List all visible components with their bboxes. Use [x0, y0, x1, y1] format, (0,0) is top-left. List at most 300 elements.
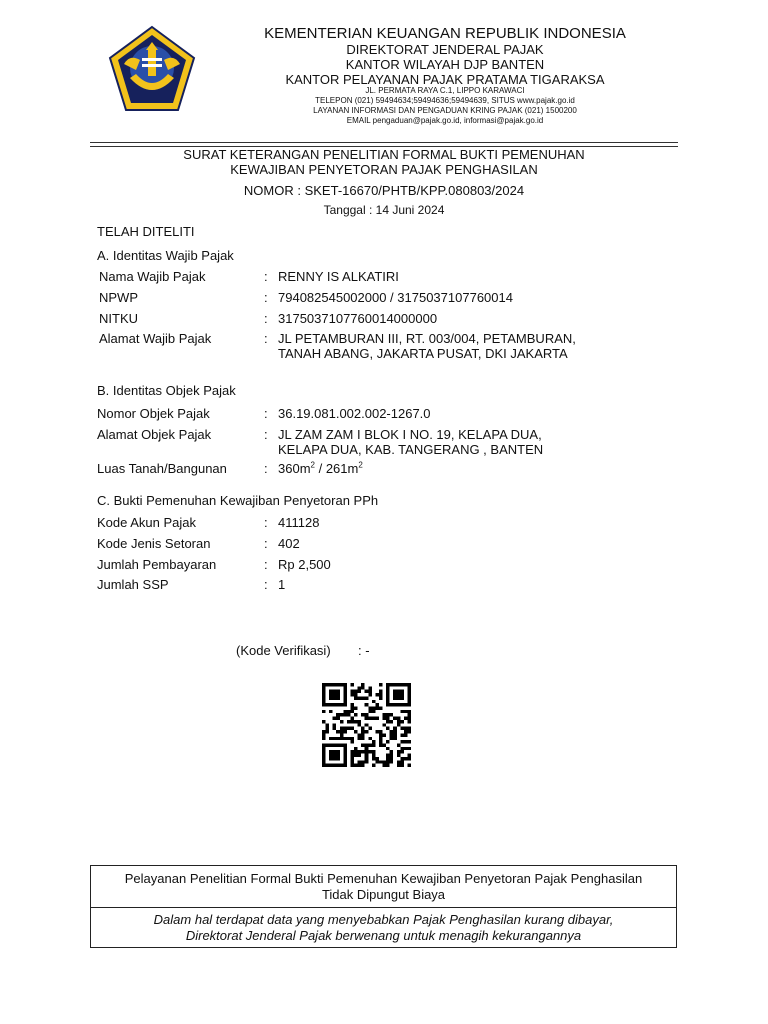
- qr-module: [407, 686, 411, 689]
- qr-module: [404, 730, 408, 733]
- qr-module: [372, 757, 376, 760]
- qr-module: [379, 683, 383, 686]
- qr-module: [329, 754, 333, 757]
- qr-module: [386, 740, 390, 743]
- qr-module: [393, 737, 397, 740]
- qr-module: [361, 760, 365, 763]
- ssp-count-label: Jumlah SSP: [97, 577, 169, 592]
- qr-module: [347, 710, 351, 713]
- qr-module: [350, 683, 354, 686]
- qr-module: [322, 693, 326, 696]
- qr-module: [404, 683, 408, 686]
- qr-module: [333, 754, 337, 757]
- qr-module: [336, 750, 340, 753]
- qr-module: [404, 703, 408, 706]
- qr-module: [354, 720, 358, 723]
- qr-module: [365, 723, 369, 726]
- qr-module: [368, 737, 372, 740]
- qr-module: [333, 696, 337, 699]
- qr-module: [358, 696, 362, 699]
- nitku-label: NITKU: [99, 311, 138, 326]
- letterhead-directorate: DIREKTORAT JENDERAL PAJAK: [346, 42, 544, 57]
- qr-module: [361, 713, 365, 716]
- qr-module: [329, 696, 333, 699]
- qr-module: [347, 720, 351, 723]
- document-title-line2: KEWAJIBAN PENYETORAN PAJAK PENGHASILAN: [230, 162, 538, 177]
- colon: :: [264, 557, 268, 572]
- qr-module: [358, 686, 362, 689]
- qr-module: [386, 700, 390, 703]
- qr-module: [386, 760, 390, 763]
- qr-module: [400, 710, 404, 713]
- qr-module: [404, 757, 408, 760]
- qr-module: [379, 730, 383, 733]
- qr-module: [340, 713, 344, 716]
- qr-module: [397, 743, 401, 746]
- qr-module: [333, 727, 337, 730]
- qr-module: [322, 720, 326, 723]
- qr-module: [368, 686, 372, 689]
- qr-module: [404, 710, 408, 713]
- colon: :: [264, 406, 268, 421]
- qr-module: [361, 730, 365, 733]
- qr-module: [386, 690, 390, 693]
- qr-module: [358, 720, 362, 723]
- qr-module: [383, 713, 387, 716]
- npwp-label: NPWP: [99, 290, 138, 305]
- qr-module: [400, 760, 404, 763]
- qr-module: [336, 683, 340, 686]
- qr-module: [350, 764, 354, 767]
- qr-module: [379, 740, 383, 743]
- qr-module: [400, 683, 404, 686]
- qr-module: [390, 754, 394, 757]
- qr-module: [343, 760, 347, 763]
- qr-module: [343, 730, 347, 733]
- building-area-exponent: 2: [358, 460, 363, 470]
- taxpayer-address-line2: TANAH ABANG, JAKARTA PUSAT, DKI JAKARTA: [278, 346, 568, 361]
- qr-module: [404, 747, 408, 750]
- qr-module: [329, 693, 333, 696]
- qr-module: [375, 717, 379, 720]
- object-number-label: Nomor Objek Pajak: [97, 406, 210, 421]
- ministry-of-finance-logo: [106, 24, 198, 116]
- qr-module: [326, 730, 330, 733]
- qr-module: [386, 693, 390, 696]
- qr-module: [372, 750, 376, 753]
- qr-module: [368, 707, 372, 710]
- qr-module: [361, 737, 365, 740]
- qr-module: [390, 683, 394, 686]
- qr-module: [393, 690, 397, 693]
- footer-fee-line1: Pelayanan Penelitian Formal Bukti Pemenuhan Kewajiban Penyetoran Pajak Penghasilan: [124, 871, 643, 886]
- qr-module: [375, 693, 379, 696]
- colon: :: [264, 290, 268, 305]
- qr-module: [393, 727, 397, 730]
- qr-module: [365, 747, 369, 750]
- qr-module: [361, 727, 365, 730]
- colon: :: [264, 577, 268, 592]
- qr-module: [400, 750, 404, 753]
- footer-note-line1: Dalam hal terdapat data yang menyebabkan Pajak Penghasilan kurang dibayar,: [153, 912, 614, 927]
- qr-module: [393, 696, 397, 699]
- qr-module: [372, 740, 376, 743]
- qr-module: [361, 733, 365, 736]
- qr-module: [322, 730, 326, 733]
- qr-module: [326, 743, 330, 746]
- qr-module: [379, 707, 383, 710]
- qr-module: [343, 700, 347, 703]
- qr-module: [386, 720, 390, 723]
- qr-module: [329, 690, 333, 693]
- qr-module: [386, 727, 390, 730]
- qr-module: [397, 750, 401, 753]
- qr-module: [340, 733, 344, 736]
- colon: :: [264, 515, 268, 530]
- tax-account-code-value: 411128: [278, 515, 320, 530]
- ssp-count-value: 1: [278, 577, 286, 592]
- qr-module: [368, 690, 372, 693]
- verification-label: (Kode Verifikasi): [236, 643, 331, 658]
- qr-module: [322, 686, 326, 689]
- footer-collection-notice: [91, 908, 676, 948]
- section-a-heading: A. Identitas Wajib Pajak: [97, 248, 234, 263]
- qr-module: [407, 703, 411, 706]
- qr-module: [329, 737, 333, 740]
- qr-module: [354, 750, 358, 753]
- qr-module: [326, 764, 330, 767]
- area-separator: /: [314, 461, 326, 476]
- qr-module: [354, 696, 358, 699]
- qr-module: [365, 760, 369, 763]
- qr-module: [361, 764, 365, 767]
- qr-module: [336, 703, 340, 706]
- qr-module: [326, 723, 330, 726]
- qr-module: [390, 720, 394, 723]
- qr-module: [333, 703, 337, 706]
- qr-module: [365, 717, 369, 720]
- qr-module: [333, 723, 337, 726]
- qr-module: [350, 690, 354, 693]
- qr-module: [386, 696, 390, 699]
- qr-module: [397, 720, 401, 723]
- qr-module: [333, 717, 337, 720]
- qr-module: [322, 683, 326, 686]
- qr-module: [336, 743, 340, 746]
- building-area: 261m: [325, 461, 359, 476]
- qr-module: [343, 754, 347, 757]
- qr-module: [397, 696, 401, 699]
- qr-module: [361, 743, 365, 746]
- qr-module: [358, 754, 362, 757]
- qr-module: [390, 713, 394, 716]
- taxpayer-address-line1: JL PETAMBURAN III, RT. 003/004, PETAMBURAN,: [278, 331, 576, 346]
- qr-module: [322, 703, 326, 706]
- qr-module: [390, 757, 394, 760]
- qr-module: [390, 730, 394, 733]
- qr-module: [333, 750, 337, 753]
- status-label: TELAH DITELITI: [97, 224, 195, 239]
- qr-module: [343, 703, 347, 706]
- qr-module: [372, 710, 376, 713]
- npwp-value: 794082545002000 / 3175037107760014: [278, 290, 513, 305]
- qr-module: [386, 764, 390, 767]
- qr-module: [326, 727, 330, 730]
- qr-module: [368, 710, 372, 713]
- footer-notice-box: [90, 865, 677, 948]
- qr-module: [333, 737, 337, 740]
- deposit-type-code-value: 402: [278, 536, 300, 551]
- qr-module: [386, 686, 390, 689]
- letterhead-phone: TELEPON (021) 59494634;59494636;59494639, SITUS www.pajak.go.id: [315, 96, 575, 105]
- qr-module: [354, 693, 358, 696]
- qr-module: [386, 747, 390, 750]
- qr-module: [333, 693, 337, 696]
- qr-module: [343, 686, 347, 689]
- object-address-line2: KELAPA DUA, KAB. TANGERANG , BANTEN: [278, 442, 544, 457]
- qr-module: [329, 683, 333, 686]
- qr-module: [372, 743, 376, 746]
- qr-module: [354, 764, 358, 767]
- qr-module: [365, 730, 369, 733]
- land-area-exponent: 2: [310, 460, 315, 470]
- qr-module: [404, 733, 408, 736]
- qr-module: [350, 703, 354, 706]
- qr-module: [336, 713, 340, 716]
- qr-module: [407, 717, 411, 720]
- qr-module: [343, 683, 347, 686]
- qr-module: [390, 703, 394, 706]
- qr-module: [368, 750, 372, 753]
- colon: :: [264, 461, 268, 476]
- qr-module: [340, 683, 344, 686]
- qr-module: [397, 764, 401, 767]
- qr-module: [329, 743, 333, 746]
- qr-module: [361, 696, 365, 699]
- qr-module: [386, 713, 390, 716]
- qr-module: [379, 737, 383, 740]
- footer-note-line2: Direktorat Jenderal Pajak berwenang untuk menagih kekurangannya: [185, 928, 582, 943]
- qr-module: [400, 747, 404, 750]
- qr-module: [407, 720, 411, 723]
- qr-module: [397, 703, 401, 706]
- qr-module: [322, 760, 326, 763]
- qr-module: [372, 707, 376, 710]
- colon: :: [264, 427, 268, 442]
- qr-module: [365, 690, 369, 693]
- letterhead-email: EMAIL pengaduan@pajak.go.id, informasi@pajak.go.id: [346, 116, 544, 125]
- qr-module: [336, 717, 340, 720]
- qr-module: [329, 703, 333, 706]
- qr-module: [350, 760, 354, 763]
- qr-module: [383, 717, 387, 720]
- taxpayer-name-value: RENNY IS ALKATIRI: [278, 269, 399, 284]
- qr-module: [361, 686, 365, 689]
- qr-module: [379, 743, 383, 746]
- qr-module: [322, 764, 326, 767]
- qr-module: [340, 720, 344, 723]
- qr-module: [383, 743, 387, 746]
- qr-module: [365, 713, 369, 716]
- verification-value: : -: [358, 643, 370, 658]
- letterhead-address: JL. PERMATA RAYA C.1, LIPPO KARAWACI: [365, 86, 525, 95]
- qr-module: [336, 690, 340, 693]
- qr-module: [397, 690, 401, 693]
- qr-module: [358, 760, 362, 763]
- qr-module: [354, 747, 358, 750]
- qr-module: [379, 760, 383, 763]
- qr-module: [404, 740, 408, 743]
- qr-module: [368, 693, 372, 696]
- qr-module: [397, 717, 401, 720]
- qr-module: [343, 690, 347, 693]
- qr-module: [361, 683, 365, 686]
- qr-module: [350, 717, 354, 720]
- qr-module: [343, 757, 347, 760]
- qr-module: [336, 757, 340, 760]
- qr-module: [390, 760, 394, 763]
- qr-module: [343, 696, 347, 699]
- qr-module: [365, 696, 369, 699]
- object-address-label: Alamat Objek Pajak: [97, 427, 212, 442]
- qr-module: [407, 713, 411, 716]
- qr-module: [333, 764, 337, 767]
- qr-module: [350, 727, 354, 730]
- qr-module: [407, 693, 411, 696]
- qr-module: [372, 764, 376, 767]
- section-c-heading: C. Bukti Pemenuhan Kewajiban Penyetoran PPh: [97, 493, 379, 508]
- qr-module: [343, 693, 347, 696]
- qr-module: [350, 693, 354, 696]
- qr-module: [343, 713, 347, 716]
- qr-module: [379, 733, 383, 736]
- qr-module: [375, 730, 379, 733]
- qr-module: [365, 703, 369, 706]
- qr-module: [343, 737, 347, 740]
- qr-module: [407, 696, 411, 699]
- qr-module: [393, 693, 397, 696]
- letterhead-service: LAYANAN INFORMASI DAN PENGADUAN KRING PAJAK (021) 1500200: [313, 106, 577, 115]
- qr-module: [326, 683, 330, 686]
- qr-module: [322, 757, 326, 760]
- qr-module: [322, 747, 326, 750]
- qr-module: [383, 733, 387, 736]
- letterhead-ministry: KEMENTERIAN KEUANGAN REPUBLIK INDONESIA: [264, 25, 626, 42]
- qr-module: [390, 750, 394, 753]
- qr-module: [397, 754, 401, 757]
- qr-module: [407, 747, 411, 750]
- qr-module: [350, 754, 354, 757]
- qr-module: [322, 696, 326, 699]
- qr-module: [350, 720, 354, 723]
- qr-module: [322, 733, 326, 736]
- qr-module: [354, 690, 358, 693]
- qr-module: [397, 760, 401, 763]
- qr-module: [336, 730, 340, 733]
- colon: :: [264, 331, 268, 346]
- qr-module: [322, 750, 326, 753]
- qr-module: [393, 730, 397, 733]
- letterhead-tax-office: KANTOR PELAYANAN PAJAK PRATAMA TIGARAKSA: [285, 72, 605, 87]
- qr-module: [354, 713, 358, 716]
- deposit-type-code-label: Kode Jenis Setoran: [97, 536, 211, 551]
- qr-module: [372, 754, 376, 757]
- qr-module: [400, 740, 404, 743]
- qr-module: [350, 740, 354, 743]
- qr-module: [333, 757, 337, 760]
- qr-module: [365, 743, 369, 746]
- colon: :: [264, 536, 268, 551]
- qr-module: [336, 737, 340, 740]
- object-address-line1: JL ZAM ZAM I BLOK I NO. 19, KELAPA DUA,: [278, 427, 542, 442]
- qr-module: [400, 733, 404, 736]
- qr-module: [350, 757, 354, 760]
- qr-module: [393, 683, 397, 686]
- qr-module: [386, 757, 390, 760]
- qr-module: [333, 683, 337, 686]
- qr-module: [340, 743, 344, 746]
- qr-module: [386, 703, 390, 706]
- qr-module: [407, 754, 411, 757]
- qr-module: [329, 764, 333, 767]
- qr-module: [340, 703, 344, 706]
- qr-module: [340, 730, 344, 733]
- qr-module: [329, 750, 333, 753]
- qr-module: [407, 700, 411, 703]
- qr-module: [372, 700, 376, 703]
- qr-code: [322, 683, 411, 767]
- nitku-value: 3175037107760014000000: [278, 311, 438, 326]
- qr-module: [350, 750, 354, 753]
- qr-module: [326, 703, 330, 706]
- qr-module: [343, 750, 347, 753]
- qr-module: [379, 696, 383, 699]
- section-b-heading: B. Identitas Objek Pajak: [97, 383, 236, 398]
- land-area: 360m: [278, 461, 311, 476]
- qr-module: [400, 690, 404, 693]
- qr-module: [386, 683, 390, 686]
- qr-module: [358, 750, 362, 753]
- qr-module: [347, 737, 351, 740]
- qr-module: [383, 760, 387, 763]
- document-title-line1: SURAT KETERANGAN PENELITIAN FORMAL BUKTI PEMENUHAN: [183, 147, 585, 162]
- document-date: Tanggal : 14 Juni 2024: [323, 203, 445, 217]
- tax-account-code-label: Kode Akun Pajak: [97, 515, 197, 530]
- qr-module: [379, 693, 383, 696]
- qr-module: [368, 743, 372, 746]
- qr-module: [322, 737, 326, 740]
- qr-module: [400, 720, 404, 723]
- qr-module: [386, 754, 390, 757]
- qr-module: [347, 713, 351, 716]
- document-number: NOMOR : SKET-16670/PHTB/KPP.080803/2024: [243, 183, 525, 198]
- qr-module: [365, 750, 369, 753]
- qr-module: [407, 730, 411, 733]
- qr-module: [375, 707, 379, 710]
- qr-module: [358, 737, 362, 740]
- payment-amount-label: Jumlah Pembayaran: [97, 557, 217, 572]
- qr-module: [368, 727, 372, 730]
- qr-module: [393, 703, 397, 706]
- qr-module: [322, 710, 326, 713]
- qr-module: [333, 743, 337, 746]
- qr-module: [354, 754, 358, 757]
- qr-module: [340, 764, 344, 767]
- qr-module: [322, 700, 326, 703]
- qr-module: [350, 737, 354, 740]
- qr-module: [336, 693, 340, 696]
- qr-module: [358, 723, 362, 726]
